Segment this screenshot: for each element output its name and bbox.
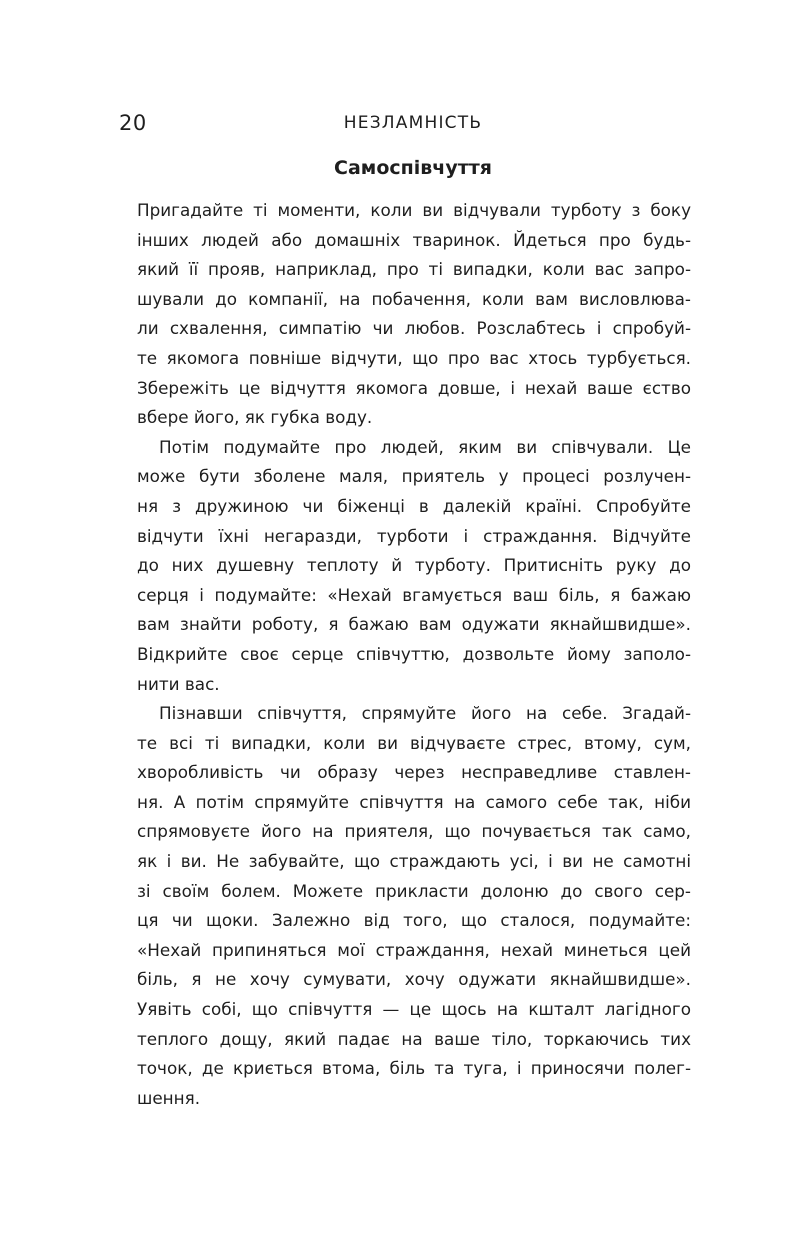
text-line: до них душевну теплоту й турботу. Притисніть руку до: [137, 555, 691, 576]
text-line: теплого дощу, який падає на ваше тіло, торкаючись тих: [137, 1028, 691, 1049]
text-line: може бути зболене маля, приятель у процесі розлучен-: [137, 466, 691, 487]
text-line: як і ви. Не забувайте, що страждають усі, і ви не самотні: [137, 851, 691, 872]
text-line: ця чи щоки. Залежно від того, що сталося, подумайте:: [137, 910, 691, 931]
text-line: відчути їхні негаразди, турботи і страждання. Відчуйте: [137, 525, 691, 546]
text-line: Пізнавши співчуття, спрямуйте його на себе. Згадай-: [159, 703, 691, 724]
text-line: біль, я не хочу сумувати, хочу одужати якнайшвидше».: [137, 969, 691, 990]
text-line: нити вас.: [137, 673, 220, 694]
section-title: Самоспівчуття: [334, 157, 492, 179]
text-line: те якомога повніше відчути, що про вас хтось турбується.: [137, 347, 691, 368]
text-line: вам знайти роботу, я бажаю вам одужати якнайшвидше».: [137, 614, 691, 635]
paragraph-3: [137, 699, 691, 1113]
text-line: шення.: [137, 1087, 201, 1108]
body-text: [137, 196, 691, 1113]
text-line: Пригадайте ті моменти, коли ви відчували турботу з боку: [137, 200, 691, 220]
text-line: точок, де криється втома, біль та туга, і приносячи полег-: [137, 1058, 691, 1079]
text-line: Збережіть це відчуття якомога довше, і нехай ваше єство: [137, 377, 691, 398]
text-line: зі своїм болем. Можете прикласти долоню до свого сер-: [137, 880, 691, 901]
text-line: інших людей або домашніх тваринок. Йдеться про будь-: [137, 229, 691, 250]
text-line: серця і подумайте: «Нехай вгамується ваш біль, я бажаю: [137, 584, 691, 605]
text-line: який її прояв, наприклад, про ті випадки, коли вас запро-: [137, 259, 691, 280]
text-line: хворобливість чи образу через несправедливе ставлен-: [137, 762, 691, 783]
text-line: вбере його, як губка воду.: [137, 407, 373, 428]
text-line: Потім подумайте про людей, яким ви співчували. Це: [159, 436, 691, 457]
paragraph-2: [137, 433, 691, 699]
paragraph-1: [137, 196, 691, 433]
text-line: ня. А потім спрямуйте співчуття на самого себе так, ніби: [137, 791, 691, 812]
text-line: Відкрийте своє серце співчуттю, дозвольте йому заполо-: [137, 643, 691, 664]
text-line: ня з дружиною чи біженці в далекій країні. Спробуйте: [137, 495, 691, 516]
text-line: те всі ті випадки, коли ви відчуваєте стрес, втому, сум,: [137, 732, 691, 753]
text-line: ли схвалення, симпатію чи любов. Розслабтесь і спробуй-: [137, 318, 691, 339]
text-line: «Нехай припиняться мої страждання, нехай минеться цей: [137, 939, 691, 960]
text-line: шували до компанії, на побачення, коли вам висловлюва-: [137, 288, 691, 309]
text-line: спрямовуєте його на приятеля, що почувається так само,: [137, 821, 691, 842]
text-line: Уявіть собі, що співчуття — це щось на кшталт лагідного: [137, 999, 691, 1020]
page-number: 20: [119, 111, 147, 135]
running-title: НЕЗЛАМНІСТЬ: [343, 113, 483, 133]
